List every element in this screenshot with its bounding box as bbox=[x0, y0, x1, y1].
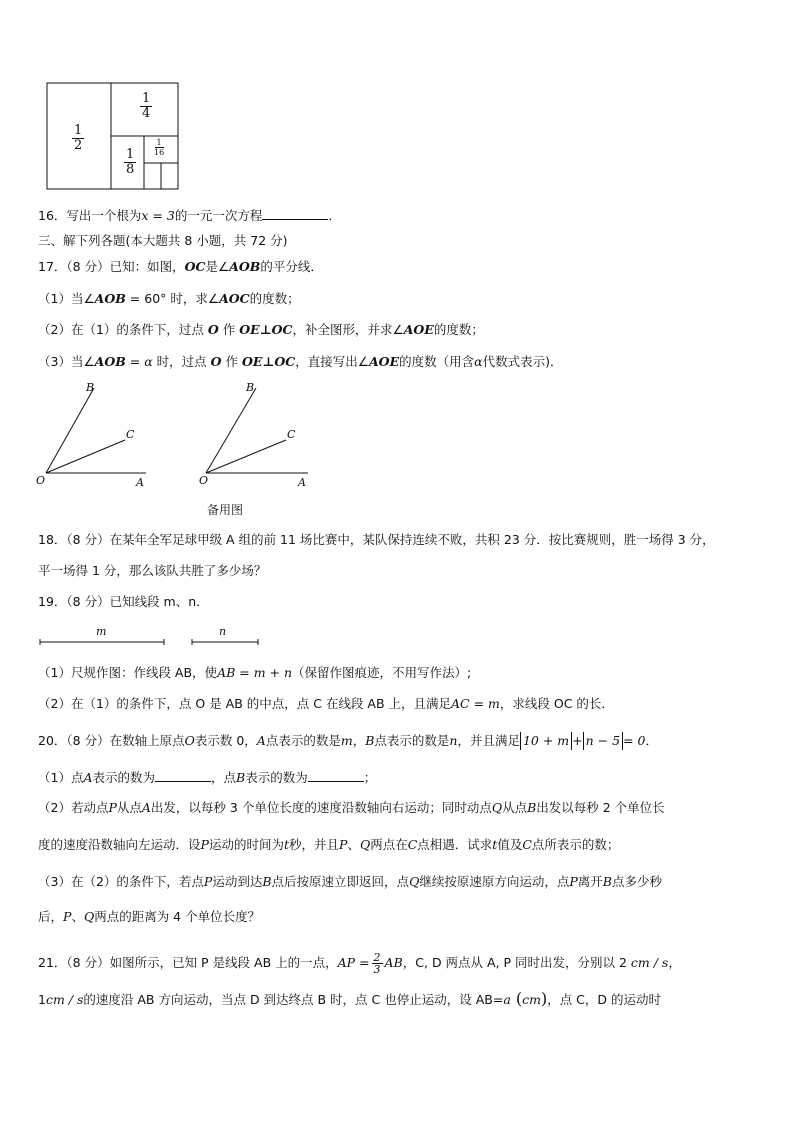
angle-figures bbox=[30, 378, 330, 490]
label-c-spare: C bbox=[287, 428, 296, 441]
label-sixteenth: $\frac{1}{16}$ bbox=[154, 138, 165, 157]
question-17-part-1: （1）当∠AOB = 60° 时，求∠AOC的度数； bbox=[38, 291, 300, 306]
ray-ob-main bbox=[46, 388, 94, 473]
section-3-heading: 三、解下列各题(本大题共 8 小题，共 72 分) bbox=[38, 233, 288, 248]
label-b-spare: B bbox=[246, 381, 255, 394]
label-o-spare: O bbox=[199, 474, 209, 487]
question-18-line-1: 18．（8 分）在某年全军足球甲级 A 组的前 11 场比赛中，某队保持连续不败，共积 23 分．按比赛规则，胜一场得 3 分， bbox=[38, 532, 715, 547]
ray-oc-main bbox=[46, 440, 125, 473]
answer-blank-a bbox=[155, 768, 211, 782]
segments-m-n bbox=[36, 622, 276, 650]
label-eighth: $\frac{1}{8}$ bbox=[126, 147, 135, 177]
question-20-part-2-line-2: 度的速度沿数轴向左运动．设P运动的时间为t秒，并且P、Q两点在C点相遇．试求t值及C点所表示的数； bbox=[38, 837, 620, 852]
label-o-main: O bbox=[36, 474, 46, 487]
question-18-line-2: 平一场得 1 分，那么该队共胜了多少场？ bbox=[38, 563, 267, 578]
label-a-spare: A bbox=[298, 476, 306, 489]
label-b-main: B bbox=[86, 381, 95, 394]
question-20-part-3-line-1: （3）在（2）的条件下，若点P运动到达B点后按原速立即返回，点Q继续按原速原方向运动，点P离开B点多少秒 bbox=[38, 874, 662, 889]
label-a-main: A bbox=[136, 476, 144, 489]
label-quarter: $\frac{1}{4}$ bbox=[142, 91, 151, 121]
question-20-stem: 20．（8 分）在数轴上原点O表示数 0，A点表示的数是m，B点表示的数是n，并且满足 10 + m + n − 5 = 0． bbox=[38, 733, 659, 748]
question-19-part-1: （1）尺规作图：作线段 AB，使AB = m + n（保留作图痕迹，不用写作法）; bbox=[38, 665, 472, 680]
answer-blank bbox=[262, 206, 328, 220]
question-20-part-3-line-2: 后，P、Q两点的距离为 4 个单位长度？ bbox=[38, 909, 261, 924]
ray-ob-spare bbox=[206, 388, 256, 473]
label-half: $\frac{1}{2}$ bbox=[74, 123, 83, 153]
label-c-main: C bbox=[126, 428, 135, 441]
question-20-part-2-line-1: （2）若动点P从点A出发，以每秒 3 个单位长度的速度沿数轴向右运动；同时动点Q从点B出发以每秒 2 个单位长 bbox=[38, 800, 665, 815]
label-n: n bbox=[219, 625, 227, 638]
question-19-part-2: （2）在（1）的条件下，点 O 是 AB 的中点，点 C 在线段 AB 上，且满足AC = m，求线段 OC 的长． bbox=[38, 696, 614, 711]
label-m: m bbox=[96, 625, 107, 638]
ray-oc-spare bbox=[206, 440, 286, 473]
question-21-line-2: 1cm / s的速度沿 AB 方向运动，当点 D 到达终点 B 时，点 C 也停止运动，设 AB=a (cm)，点 C，D 的运动时 bbox=[38, 989, 662, 1008]
question-17-part-3: （3）当∠AOB = α 时，过点 O 作 OE⊥OC，直接写出∠AOE的度数（用含α代数式表示)． bbox=[38, 354, 563, 369]
question-16: 16．写出一个根为x = 3的一元一次方程 ． bbox=[38, 208, 341, 223]
question-20-part-1: （1）点A表示的数为 ，点B表示的数为 ； bbox=[38, 770, 377, 785]
question-19-stem: 19．（8 分）已知线段 m、n． bbox=[38, 594, 209, 609]
question-17-part-2: （2）在（1）的条件下，过点 O 作 OE⊥OC，补全图形，并求∠AOE的度数； bbox=[38, 322, 484, 337]
answer-blank-b bbox=[308, 768, 364, 782]
spare-figure-caption: 备用图 bbox=[207, 503, 244, 517]
question-21-line-1: 21．（8 分）如图所示，已知 P 是线段 AB 上的一点，AP = $\frac{2}{3}$ AB，C, D 两点从 A, P 同时出发，分别以 2 cm / s， bbox=[38, 951, 681, 976]
question-17-stem: 17．（8 分）已知：如图，OC是∠AOB的平分线． bbox=[38, 259, 323, 274]
